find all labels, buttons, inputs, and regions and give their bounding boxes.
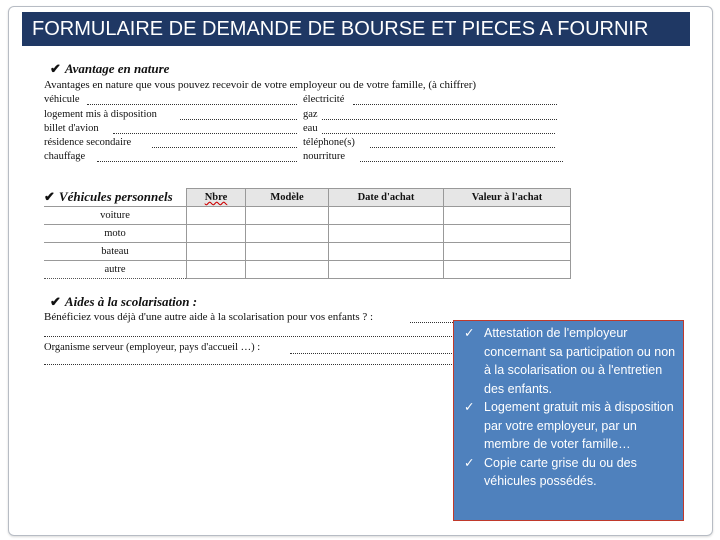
avantage-left-item: véhicule	[44, 94, 80, 105]
list-item-text: Attestation de l'employeur concernant sa participation ou non à la scolarisation ou à l'entretien des enfants.	[484, 326, 676, 396]
fill-line[interactable]	[370, 147, 555, 148]
aides-heading	[50, 294, 197, 310]
table-row	[44, 261, 571, 279]
vehicules-table	[44, 188, 571, 279]
table-cell[interactable]	[329, 207, 444, 225]
vehicules-heading	[44, 189, 187, 207]
slide-title: FORMULAIRE DE DEMANDE DE BOURSE ET PIECES A FOURNIR	[22, 12, 690, 46]
table-cell[interactable]	[246, 207, 329, 225]
list-item	[460, 454, 677, 491]
table-cell[interactable]	[187, 225, 246, 243]
list-item	[460, 398, 677, 454]
required-documents-callout	[453, 320, 684, 521]
list-item-text: Logement gratuit mis à disposition par votre employeur, par un membre de voter famille…	[484, 400, 674, 451]
fill-line[interactable]	[152, 147, 297, 148]
fill-line[interactable]	[180, 119, 297, 120]
vehicules-heading-label: Véhicules personnels	[58, 189, 173, 205]
fill-line[interactable]	[360, 161, 563, 162]
aides-question: Bénéficiez vous déjà d'une autre aide à la scolarisation pour vos enfants ? :	[44, 311, 374, 323]
check-icon: ✔	[50, 61, 61, 76]
column-header-modele: Modèle	[246, 189, 329, 207]
check-icon: ✔	[50, 294, 61, 309]
fill-line[interactable]	[113, 133, 297, 134]
avantage-heading	[50, 61, 169, 77]
table-cell[interactable]	[444, 243, 571, 261]
table-cell[interactable]	[444, 261, 571, 279]
table-cell[interactable]	[246, 225, 329, 243]
check-icon: ✓	[464, 326, 475, 340]
avantage-left-item: résidence secondaire	[44, 137, 132, 148]
vehicle-type-cell: autre	[44, 261, 187, 279]
table-cell[interactable]	[187, 243, 246, 261]
list-item-text: Copie carte grise du ou des véhicules possédés.	[484, 455, 637, 488]
avantage-right-item: électricité	[303, 94, 345, 105]
aides-organisme: Organisme serveur (employeur, pays d'accueil …) :	[44, 342, 261, 353]
vehicle-type-cell: moto	[44, 225, 187, 243]
column-header-label: Nbre	[204, 192, 228, 203]
table-cell[interactable]	[329, 243, 444, 261]
avantage-left-item: chauffage	[44, 151, 86, 162]
check-icon: ✓	[464, 400, 475, 414]
fill-line[interactable]	[44, 336, 454, 337]
required-documents-list	[460, 324, 677, 491]
fill-line[interactable]	[322, 133, 555, 134]
fill-line[interactable]	[87, 104, 297, 105]
vehicle-type-cell: voiture	[44, 207, 187, 225]
column-header-valeur: Valeur à l'achat	[444, 189, 571, 207]
fill-line[interactable]	[353, 104, 557, 105]
check-icon: ✔	[44, 189, 55, 205]
table-cell[interactable]	[444, 225, 571, 243]
table-row	[44, 207, 571, 225]
list-item	[460, 324, 677, 398]
fill-line[interactable]	[290, 353, 454, 354]
fill-line[interactable]	[410, 322, 455, 323]
table-cell[interactable]	[246, 261, 329, 279]
vehicle-type-cell: bateau	[44, 243, 187, 261]
table-header-row	[44, 189, 571, 207]
avantage-right-item: gaz	[303, 109, 318, 120]
column-header-nbre	[187, 189, 246, 207]
fill-line[interactable]	[322, 119, 557, 120]
avantage-heading-label: Avantage en nature	[64, 61, 170, 76]
fill-line[interactable]	[44, 364, 454, 365]
avantage-intro: Avantages en nature que vous pouvez recevoir de votre employeur ou de votre famille, (à chiffrer)	[44, 79, 477, 91]
table-row	[44, 225, 571, 243]
avantage-right-item: nourriture	[303, 151, 345, 162]
table-cell[interactable]	[246, 243, 329, 261]
table-cell[interactable]	[187, 207, 246, 225]
table-row	[44, 243, 571, 261]
check-icon: ✓	[464, 455, 475, 470]
avantage-right-item: eau	[303, 123, 318, 134]
aides-heading-label: Aides à la scolarisation :	[64, 294, 198, 309]
avantage-left-item: billet d'avion	[44, 123, 99, 134]
table-cell[interactable]	[187, 261, 246, 279]
table-cell[interactable]	[329, 225, 444, 243]
fill-line[interactable]	[97, 161, 297, 162]
table-cell[interactable]	[444, 207, 571, 225]
table-cell[interactable]	[329, 261, 444, 279]
avantage-left-item: logement mis à disposition	[44, 109, 157, 120]
avantage-right-item: téléphone(s)	[303, 137, 355, 148]
column-header-date: Date d'achat	[329, 189, 444, 207]
